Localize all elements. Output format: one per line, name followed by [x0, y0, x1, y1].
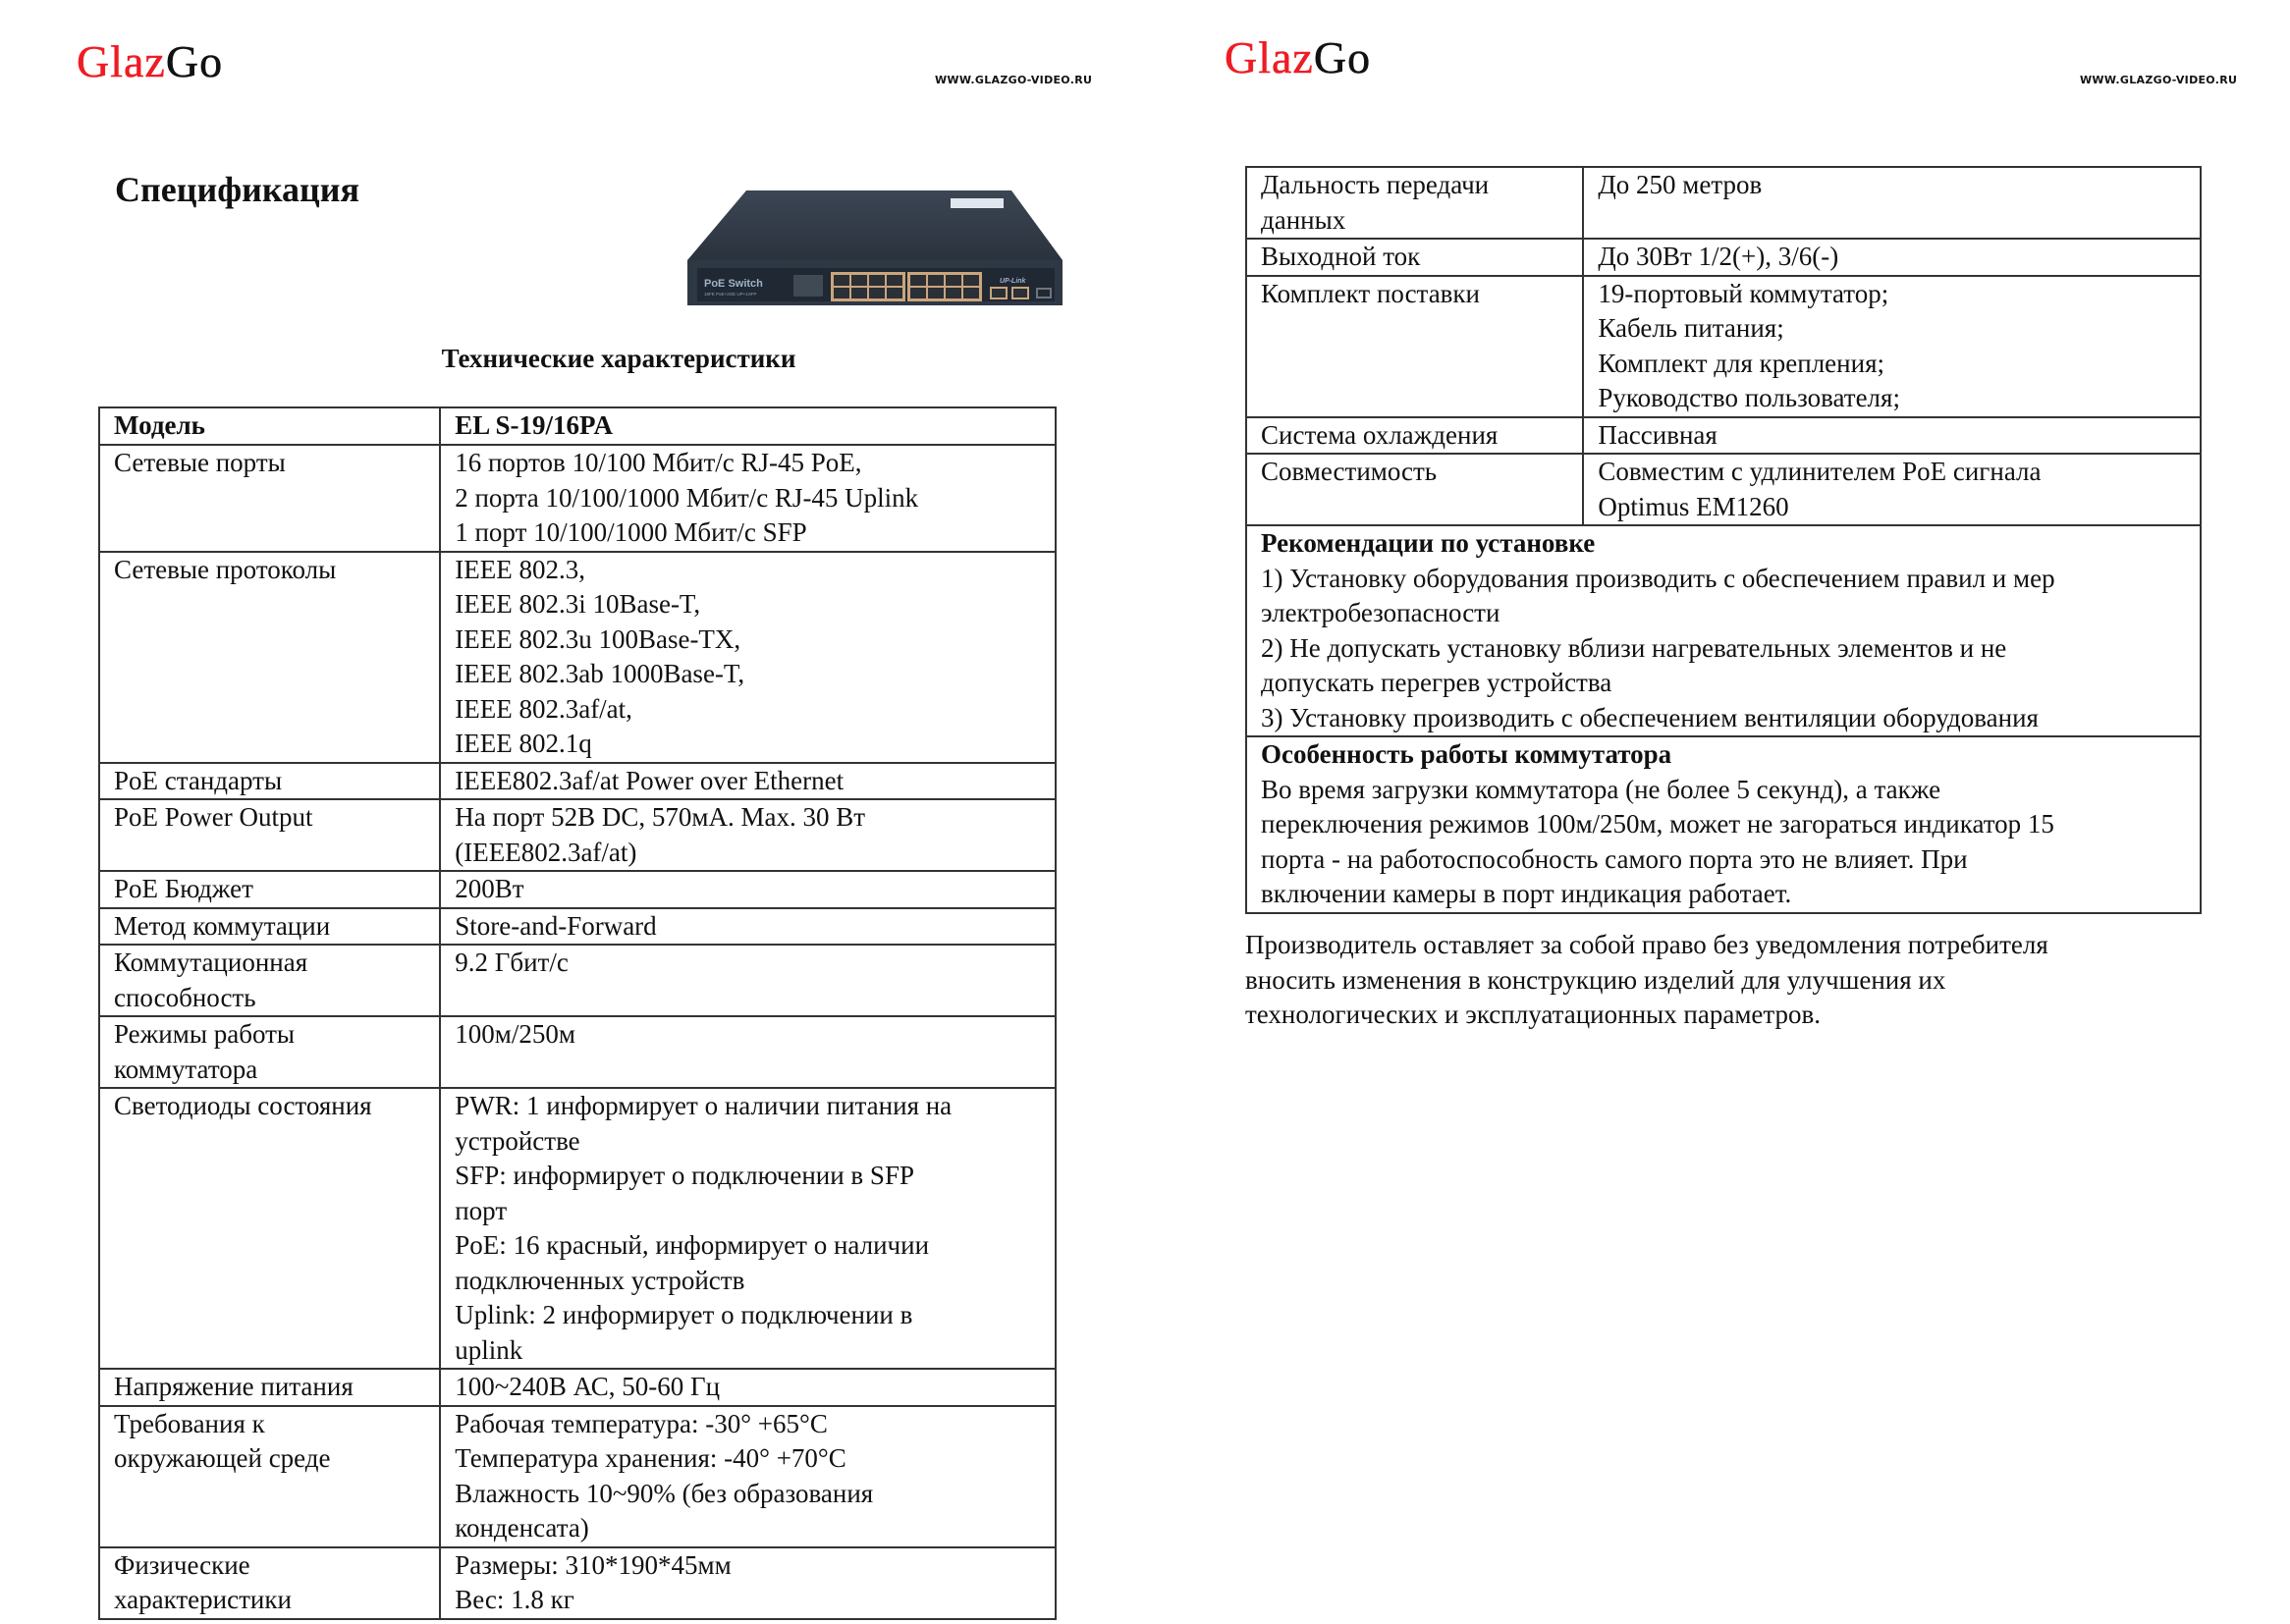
note-line: Производитель оставляет за собой право без уведомления потребителя	[1245, 930, 2048, 959]
row-value: подключенных устройств	[455, 1265, 745, 1295]
row-label: PoE стандарты	[114, 765, 283, 795]
table-row	[99, 799, 1056, 871]
row-label: Режимы работы	[114, 1019, 296, 1049]
row-value: Uplink: 2 информирует о подключении в	[455, 1300, 913, 1329]
table-row	[99, 763, 1056, 800]
row-label: характеристики	[114, 1585, 292, 1614]
install-line: допускать перегрев устройства	[1261, 668, 1612, 697]
row-label: Система охлаждения	[1261, 419, 1499, 450]
row-label: Физические	[114, 1549, 250, 1580]
row-label: Дальность передачи	[1261, 170, 1490, 199]
row-label: PoE Бюджет	[114, 874, 253, 903]
note-line: технологических и эксплуатационных параметров.	[1245, 1000, 1822, 1029]
row-value: Пассивная	[1598, 419, 1718, 450]
table-row	[1246, 167, 2201, 239]
feature-line: Во время загрузки коммутатора (не более 5 секунд), а также	[1261, 774, 1941, 804]
table-row	[1246, 417, 2201, 455]
table-row	[99, 1369, 1056, 1406]
spec-table-continued	[1245, 166, 2202, 914]
row-label: Сетевые протоколы	[114, 554, 337, 584]
row-value: На порт 52В DC, 570мА. Max. 30 Вт	[455, 802, 866, 832]
row-value: Store-and-Forward	[455, 910, 657, 941]
row-value: PWR: 1 информирует о наличии питания на	[455, 1091, 953, 1120]
svg-text:PoE Switch: PoE Switch	[704, 278, 763, 290]
page-title: Спецификация	[115, 170, 360, 209]
row-value: IEEE 802.3u 100Base-TX,	[455, 623, 741, 654]
table-header-row	[99, 407, 1056, 445]
table-row	[1246, 276, 2201, 417]
row-value: Рабочая температура: -30° +65°C	[455, 1408, 828, 1438]
install-heading: Рекомендации по установке	[1261, 528, 1596, 558]
install-recommendations-row	[1246, 525, 2201, 736]
row-value: Вес: 1.8 кг	[455, 1585, 574, 1614]
table-title: Технические характеристики	[441, 344, 796, 373]
row-value: Влажность 10~90% (без образования	[455, 1478, 874, 1508]
row-value: uplink	[455, 1334, 523, 1365]
row-value: Совместим с удлинителем PoE сигнала	[1598, 457, 2042, 486]
svg-text:16FE PoE+2GE UP+1SFP: 16FE PoE+2GE UP+1SFP	[704, 292, 757, 297]
glazgo-logo	[77, 36, 224, 86]
svg-text:UP-Link: UP-Link	[1000, 278, 1026, 285]
feature-line: переключения режимов 100м/250м, может не загораться индикатор 15	[1261, 809, 2054, 839]
row-value: (IEEE802.3af/at)	[455, 837, 637, 867]
row-label: Метод коммутации	[114, 910, 331, 941]
install-line: электробезопасности	[1261, 598, 1500, 627]
site-url[interactable]: WWW.GLAZGO-VIDEO.RU	[2080, 74, 2238, 86]
feature-heading: Особенность работы коммутатора	[1261, 739, 1672, 769]
table-row	[99, 871, 1056, 908]
feature-line: включении камеры в порт индикация работает.	[1261, 879, 1792, 908]
table-row	[99, 908, 1056, 946]
row-value: Кабель питания;	[1598, 313, 1784, 343]
row-value: Размеры: 310*190*45мм	[455, 1549, 732, 1580]
row-value: Руководство пользователя;	[1598, 383, 1900, 412]
glazgo-logo	[1225, 32, 1372, 82]
row-value: 9.2 Гбит/с	[455, 947, 569, 977]
logo-part-black: Go	[165, 36, 224, 86]
row-value: IEEE 802.3af/at,	[455, 693, 632, 724]
row-value: конденсата)	[455, 1513, 589, 1543]
table-row	[99, 1088, 1056, 1369]
row-label: Коммутационная	[114, 947, 308, 977]
device-photo	[678, 177, 1063, 309]
install-line: 2) Не допускать установку вблизи нагревательных элементов и не	[1261, 632, 2007, 663]
feature-line: порта - на работоспособность самого порта это не влияет. При	[1261, 843, 1968, 874]
table-row	[99, 552, 1056, 763]
row-value: PoE: 16 красный, информирует о наличии	[455, 1230, 930, 1260]
row-label: окружающей среде	[114, 1443, 331, 1473]
row-label: Комплект поставки	[1261, 278, 1480, 308]
row-label: PoE Power Output	[114, 802, 313, 832]
row-value: устройстве	[455, 1125, 580, 1156]
row-value: 16 портов 10/100 Мбит/с RJ-45 PoE,	[455, 448, 862, 477]
row-label: коммутатора	[114, 1054, 258, 1084]
row-label: Сетевые порты	[114, 448, 286, 477]
row-label: Совместимость	[1261, 457, 1438, 486]
table-row	[1246, 239, 2201, 276]
row-label: данных	[1261, 204, 1346, 235]
row-value: порт	[455, 1195, 508, 1225]
table-row	[1246, 454, 2201, 525]
manufacturer-note	[1245, 928, 2048, 1033]
row-value: Температура хранения: -40° +70°C	[455, 1443, 846, 1473]
switch-feature-row	[1246, 736, 2201, 913]
table-row	[99, 1547, 1056, 1619]
row-value: 100м/250м	[455, 1019, 575, 1049]
site-url[interactable]: WWW.GLAZGO-VIDEO.RU	[935, 74, 1093, 86]
row-value: IEEE 802.3,	[455, 554, 585, 584]
row-label: Напряжение питания	[114, 1372, 354, 1401]
row-value: IEEE 802.3i 10Base-T,	[455, 589, 701, 619]
row-value: Комплект для крепления;	[1598, 348, 1884, 378]
row-value: До 250 метров	[1598, 170, 1763, 199]
row-label: Светодиоды состояния	[114, 1091, 372, 1120]
spec-table	[98, 406, 1057, 1620]
table-row	[99, 445, 1056, 552]
row-value: IEEE 802.1q	[455, 729, 592, 758]
model-value: EL S-19/16PA	[440, 407, 1056, 445]
row-value: 100~240В АС, 50-60 Гц	[455, 1372, 721, 1401]
note-line: вносить изменения в конструкцию изделий для улучшения их	[1245, 964, 1946, 995]
table-row	[99, 1406, 1056, 1547]
row-value: SFP: информирует о подключении в SFP	[455, 1161, 914, 1190]
install-line: 1) Установку оборудования производить с обеспечением правил и мер	[1261, 563, 2055, 593]
logo-part-black: Go	[1313, 32, 1372, 82]
row-label: Требования к	[114, 1408, 265, 1438]
logo-part-red: Glaz	[1225, 32, 1314, 82]
row-value: 200Вт	[455, 874, 524, 903]
row-value: IEEE 802.3ab 1000Base-T,	[455, 659, 745, 688]
row-value: 1 порт 10/100/1000 Мбит/с SFP	[455, 517, 807, 547]
row-value: Optimus EM1260	[1598, 491, 1789, 521]
row-value: 19-портовый коммутатор;	[1598, 278, 1889, 308]
row-label: способность	[114, 982, 256, 1012]
table-row	[99, 945, 1056, 1016]
row-value: IEEE802.3af/at Power over Ethernet	[455, 765, 845, 795]
model-label: Модель	[99, 407, 440, 445]
row-label: Выходной ток	[1261, 242, 1421, 271]
poe-switch-image	[678, 177, 1063, 309]
logo-part-red: Glaz	[77, 36, 166, 86]
row-value: 2 порта 10/100/1000 Мбит/с RJ-45 Uplink	[455, 482, 919, 513]
row-value: До 30Вт 1/2(+), 3/6(-)	[1598, 242, 1839, 271]
table-row	[99, 1016, 1056, 1088]
install-line: 3) Установку производить с обеспечением вентиляции оборудования	[1261, 702, 2039, 732]
